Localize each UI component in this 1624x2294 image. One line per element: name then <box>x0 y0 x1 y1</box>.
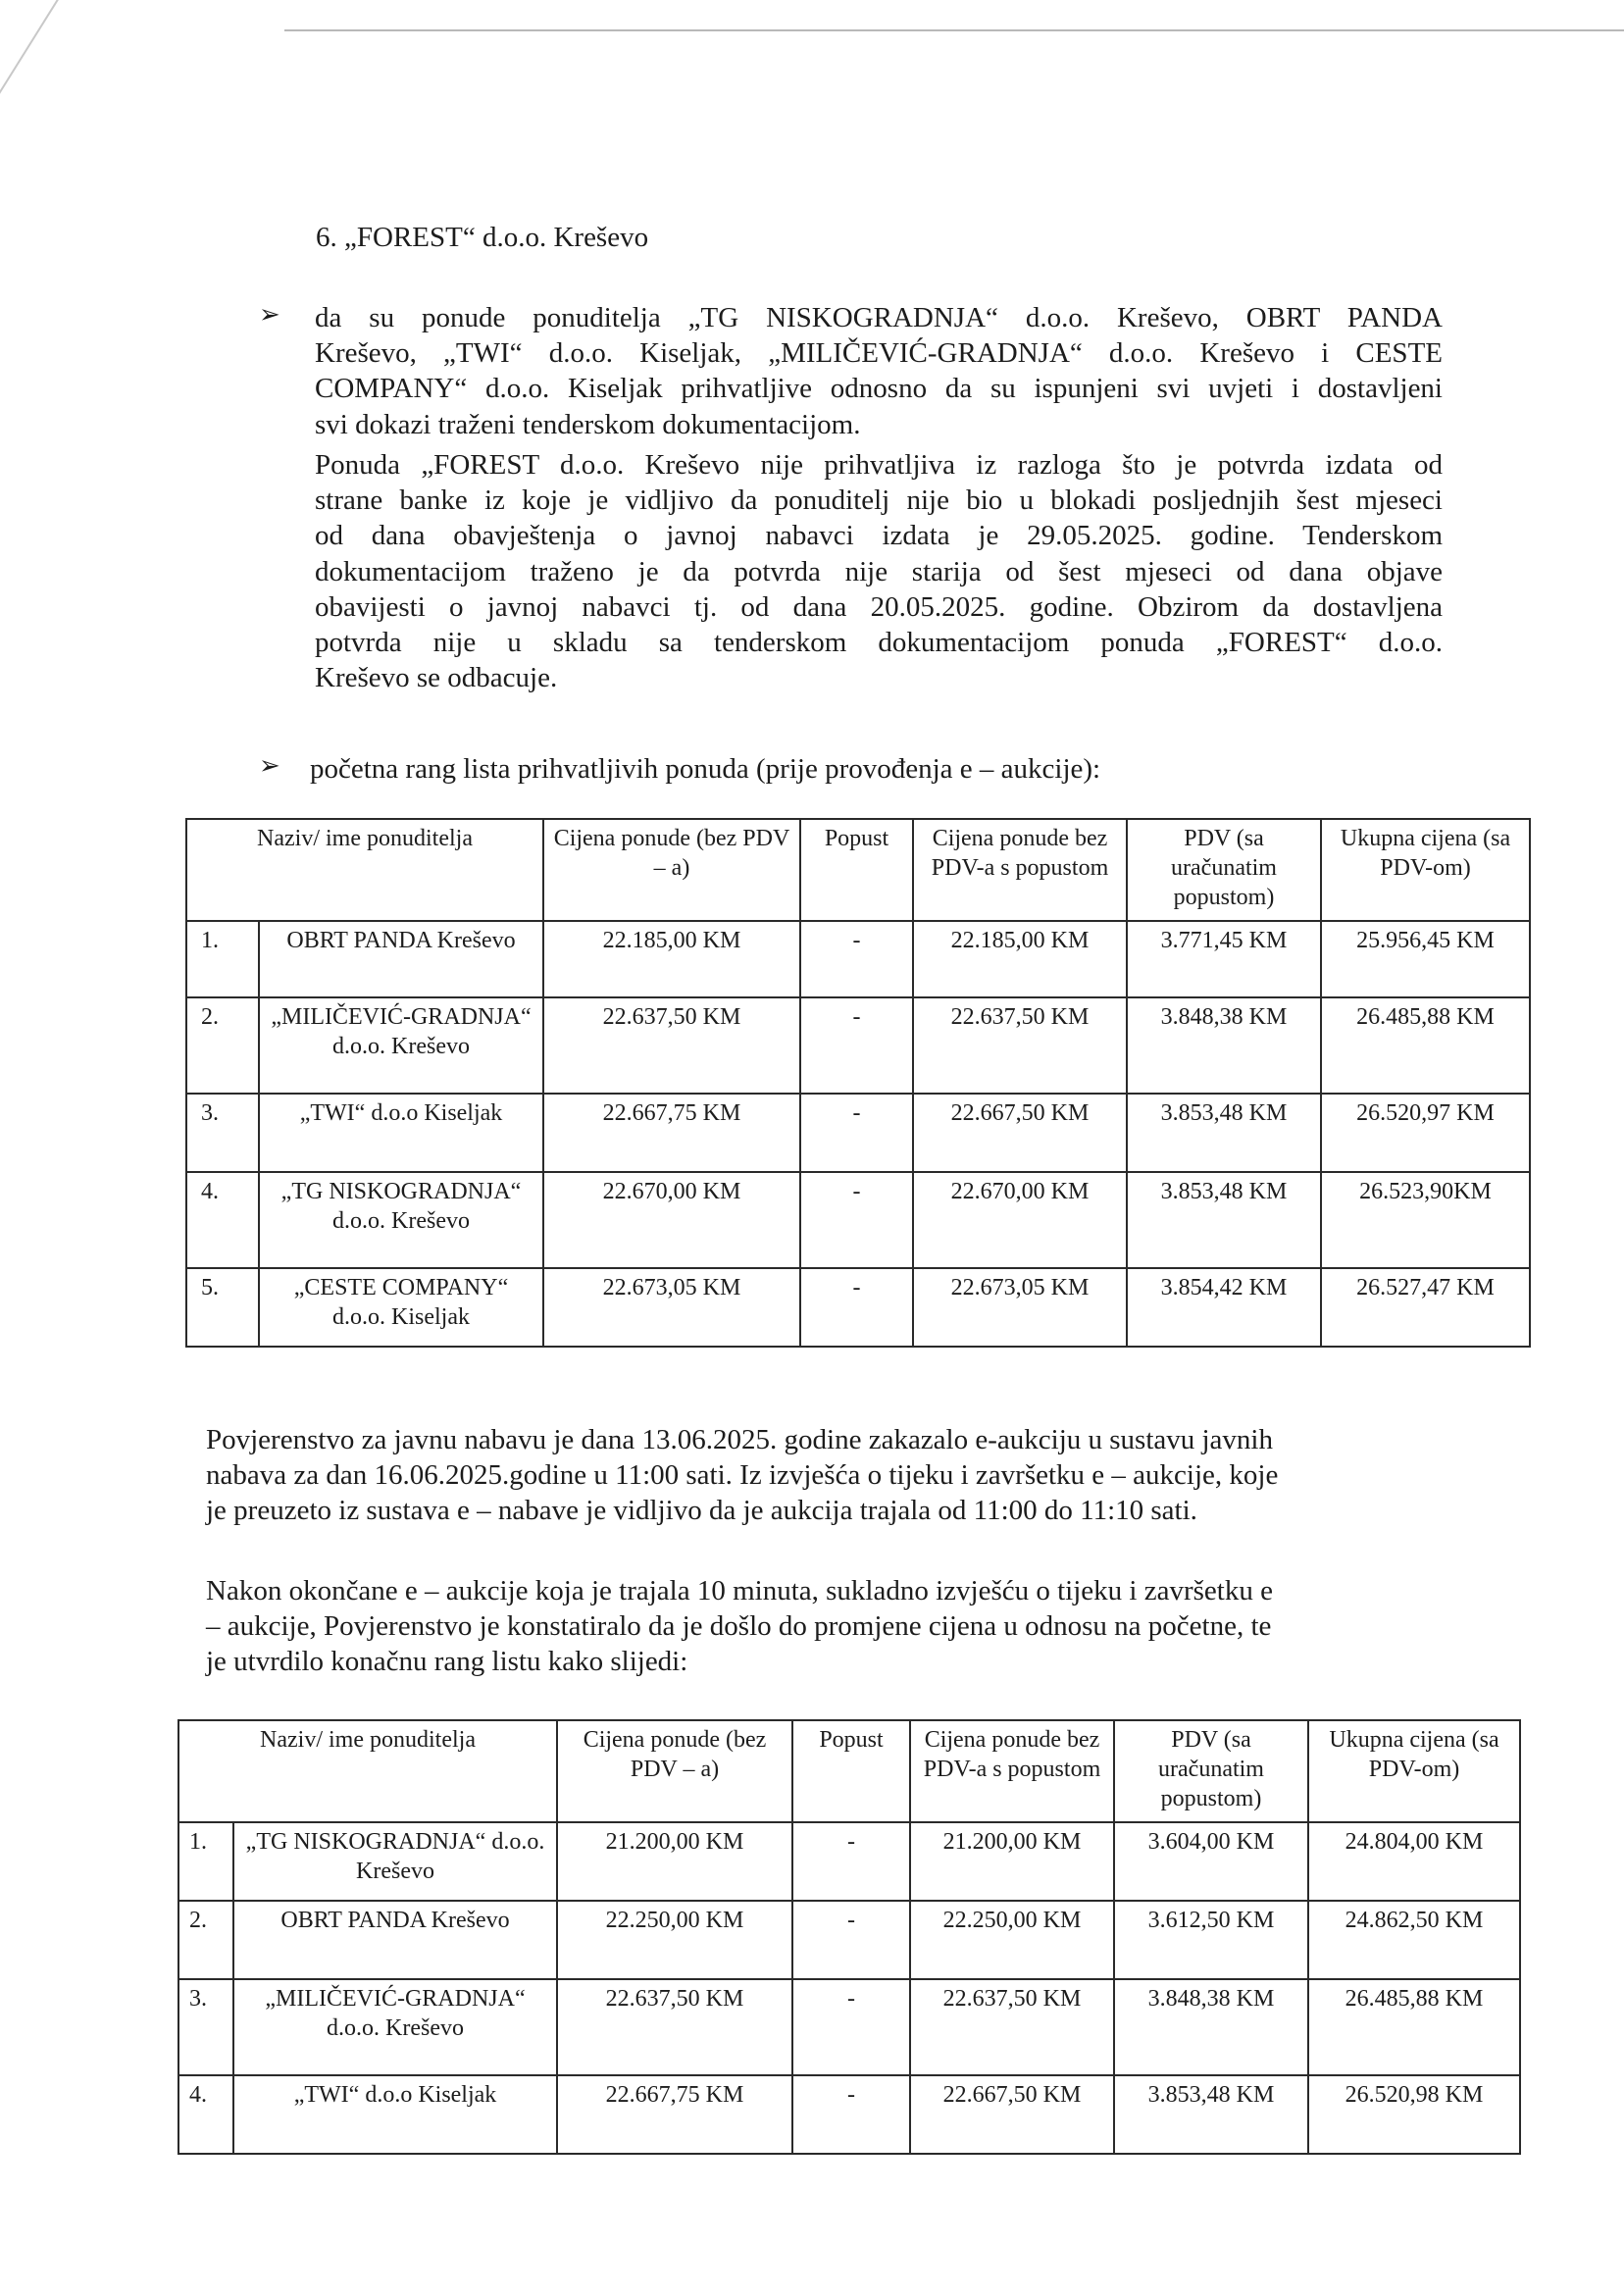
text-line: da su ponude ponuditelja „TG NISKOGRADNJA“ d.o.o. Kreševo, OBRT PANDA <box>315 302 1443 333</box>
discount: - <box>800 921 913 997</box>
vat-amount: 3.854,42 KM <box>1127 1268 1321 1347</box>
vat-amount: 3.771,45 KM <box>1127 921 1321 997</box>
vat-amount: 3.848,38 KM <box>1114 1979 1308 2075</box>
offer-price: 22.667,75 KM <box>557 2075 792 2154</box>
discount: - <box>800 1094 913 1172</box>
vat-amount: 3.604,00 KM <box>1114 1822 1308 1901</box>
price-with-discount: 22.637,50 KM <box>913 997 1127 1094</box>
discount: - <box>800 1172 913 1268</box>
row-number: 4. <box>178 2075 233 2154</box>
total-price: 24.804,00 KM <box>1308 1822 1520 1901</box>
final-ranking-table <box>178 1719 1521 2155</box>
offer-price: 22.637,50 KM <box>543 997 800 1094</box>
table-row <box>186 1094 1530 1172</box>
total-price: 26.485,88 KM <box>1308 1979 1520 2075</box>
table-header-row <box>186 819 1530 921</box>
offer-price: 22.673,05 KM <box>543 1268 800 1347</box>
text-line: obavijesti o javnoj nabavci tj. od dana 20.05.2025. godine. Obzirom da dostavljena <box>315 590 1443 623</box>
col-header-price: Cijena ponude (bez PDV – a) <box>557 1720 792 1822</box>
row-number: 5. <box>186 1268 259 1347</box>
table-row <box>178 2075 1520 2154</box>
price-with-discount: 22.185,00 KM <box>913 921 1127 997</box>
discount: - <box>792 1901 910 1979</box>
text-line: strane banke iz koje je vidljivo da ponuditelj nije bio u blokadi posljednjih šest mjeseci <box>315 484 1443 517</box>
text-line: Ponuda „FOREST d.o.o. Kreševo nije prihvatljiva iz razloga što je potvrda izdata od <box>315 449 1443 481</box>
total-price: 26.520,97 KM <box>1321 1094 1530 1172</box>
scan-fold-line <box>0 0 190 138</box>
col-header-price-discount: Cijena ponude bez PDV-a s popustom <box>913 819 1127 921</box>
text-line: svi dokazi traženi tenderskom dokumentacijom. <box>315 408 861 440</box>
text-line: Kreševo, „TWI“ d.o.o. Kiseljak, „MILIČEVIĆ-GRADNJA“ d.o.o. Kreševo i CESTE <box>315 337 1443 370</box>
price-with-discount: 22.667,50 KM <box>910 2075 1114 2154</box>
text-line: Kreševo se odbacuje. <box>315 662 558 694</box>
bidder-name: OBRT PANDA Kreševo <box>233 1901 557 1979</box>
discount: - <box>792 1822 910 1901</box>
price-with-discount: 22.670,00 KM <box>913 1172 1127 1268</box>
offer-price: 22.667,75 KM <box>543 1094 800 1172</box>
price-with-discount: 21.200,00 KM <box>910 1822 1114 1901</box>
offer-price: 22.250,00 KM <box>557 1901 792 1979</box>
discount: - <box>800 1268 913 1347</box>
offer-price: 22.670,00 KM <box>543 1172 800 1268</box>
bidder-name: „MILIČEVIĆ-GRADNJA“ d.o.o. Kreševo <box>259 997 543 1094</box>
vat-amount: 3.853,48 KM <box>1127 1172 1321 1268</box>
total-price: 26.527,47 KM <box>1321 1268 1530 1347</box>
final-ranking-intro <box>206 1573 1481 1680</box>
bidder-name: „TG NISKOGRADNJA“ d.o.o. Kreševo <box>233 1822 557 1901</box>
col-header-vat: PDV (sa uračunatim popustom) <box>1114 1720 1308 1822</box>
table-row <box>178 1979 1520 2075</box>
table-row <box>178 1822 1520 1901</box>
row-number: 2. <box>178 1901 233 1979</box>
text-line: COMPANY“ d.o.o. Kiseljak prihvatljive odnosno da su ispunjeni svi uvjeti i dostavljeni <box>315 373 1443 405</box>
initial-ranking-caption: početna rang lista prihvatljivih ponuda (prije provođenja e – aukcije): <box>310 753 1101 785</box>
discount: - <box>800 997 913 1094</box>
text-line: nabava za dan 16.06.2025.godine u 11:00 sati. Iz izvješća o tijeku i završetku e – aukcije, koje <box>206 1459 1279 1492</box>
forest-rejection-paragraph <box>315 447 1443 695</box>
vat-amount: 3.853,48 KM <box>1114 2075 1308 2154</box>
text-line: od dana obavještenja o javnoj nabavci izdata je 29.05.2025. godine. Tenderskom <box>315 520 1443 552</box>
table-header-row <box>178 1720 1520 1822</box>
total-price: 26.520,98 KM <box>1308 2075 1520 2154</box>
bidder-name: „CESTE COMPANY“ d.o.o. Kiseljak <box>259 1268 543 1347</box>
col-header-discount: Popust <box>800 819 913 921</box>
discount: - <box>792 1979 910 2075</box>
table-row <box>186 921 1530 997</box>
price-with-discount: 22.637,50 KM <box>910 1979 1114 2075</box>
col-header-name: Naziv/ ime ponuditelja <box>178 1720 557 1822</box>
table-row <box>186 1172 1530 1268</box>
text-line: Povjerenstvo za javnu nabavu je dana 13.06.2025. godine zakazalo e-aukciju u sustavu javnih <box>206 1424 1273 1455</box>
text-line: potvrda nije u skladu sa tenderskom dokumentacijom ponuda „FOREST“ d.o.o. <box>315 627 1443 659</box>
text-line: je utvrdilo konačnu rang listu kako slijedi: <box>206 1646 688 1678</box>
offer-price: 22.185,00 KM <box>543 921 800 997</box>
vat-amount: 3.612,50 KM <box>1114 1901 1308 1979</box>
price-with-discount: 22.250,00 KM <box>910 1901 1114 1979</box>
text-line: je preuzeto iz sustava e – nabave je vidljivo da je aukcija trajala od 11:00 do 11:10 sati. <box>206 1495 1197 1527</box>
col-header-name: Naziv/ ime ponuditelja <box>186 819 543 921</box>
bidder-name: „TG NISKOGRADNJA“ d.o.o. Kreševo <box>259 1172 543 1268</box>
bullet-arrow-icon: ➢ <box>259 751 280 780</box>
bullet-arrow-icon: ➢ <box>259 300 280 329</box>
initial-ranking-table <box>185 818 1531 1348</box>
row-number: 4. <box>186 1172 259 1268</box>
row-number: 2. <box>186 997 259 1094</box>
bidder-name: „TWI“ d.o.o Kiseljak <box>233 2075 557 2154</box>
total-price: 26.523,90KM <box>1321 1172 1530 1268</box>
row-number: 1. <box>186 921 259 997</box>
acceptable-offers-paragraph <box>315 300 1443 442</box>
table-row <box>186 997 1530 1094</box>
total-price: 25.956,45 KM <box>1321 921 1530 997</box>
vat-amount: 3.853,48 KM <box>1127 1094 1321 1172</box>
text-line: dokumentacijom traženo je da potvrda nije starija od šest mjeseci od dana objave <box>315 555 1443 587</box>
bidder-name: OBRT PANDA Kreševo <box>259 921 543 997</box>
table-row <box>186 1268 1530 1347</box>
vat-amount: 3.848,38 KM <box>1127 997 1321 1094</box>
col-header-total: Ukupna cijena (sa PDV-om) <box>1308 1720 1520 1822</box>
total-price: 24.862,50 KM <box>1308 1901 1520 1979</box>
bidder-name: „TWI“ d.o.o Kiseljak <box>259 1094 543 1172</box>
col-header-discount: Popust <box>792 1720 910 1822</box>
col-header-price-discount: Cijena ponude bez PDV-a s popustom <box>910 1720 1114 1822</box>
price-with-discount: 22.673,05 KM <box>913 1268 1127 1347</box>
row-number: 1. <box>178 1822 233 1901</box>
text-line: – aukcije, Povjerenstvo je konstatiralo da je došlo do promjene cijena u odnosu na početne, te <box>206 1610 1272 1643</box>
offer-price: 22.637,50 KM <box>557 1979 792 2075</box>
price-with-discount: 22.667,50 KM <box>913 1094 1127 1172</box>
text-line: Nakon okončane e – aukcije koja je trajala 10 minuta, sukladno izvješću o tijeku i završetku e <box>206 1575 1273 1606</box>
row-number: 3. <box>186 1094 259 1172</box>
discount: - <box>792 2075 910 2154</box>
scan-edge <box>284 0 1624 31</box>
col-header-total: Ukupna cijena (sa PDV-om) <box>1321 819 1530 921</box>
table-row <box>178 1901 1520 1979</box>
section-heading: 6. „FOREST“ d.o.o. Kreševo <box>316 222 649 253</box>
col-header-vat: PDV (sa uračunatim popustom) <box>1127 819 1321 921</box>
bidder-name: „MILIČEVIĆ-GRADNJA“ d.o.o. Kreševo <box>233 1979 557 2075</box>
col-header-price: Cijena ponude (bez PDV – a) <box>543 819 800 921</box>
row-number: 3. <box>178 1979 233 2075</box>
total-price: 26.485,88 KM <box>1321 997 1530 1094</box>
offer-price: 21.200,00 KM <box>557 1822 792 1901</box>
auction-paragraph <box>206 1422 1481 1529</box>
